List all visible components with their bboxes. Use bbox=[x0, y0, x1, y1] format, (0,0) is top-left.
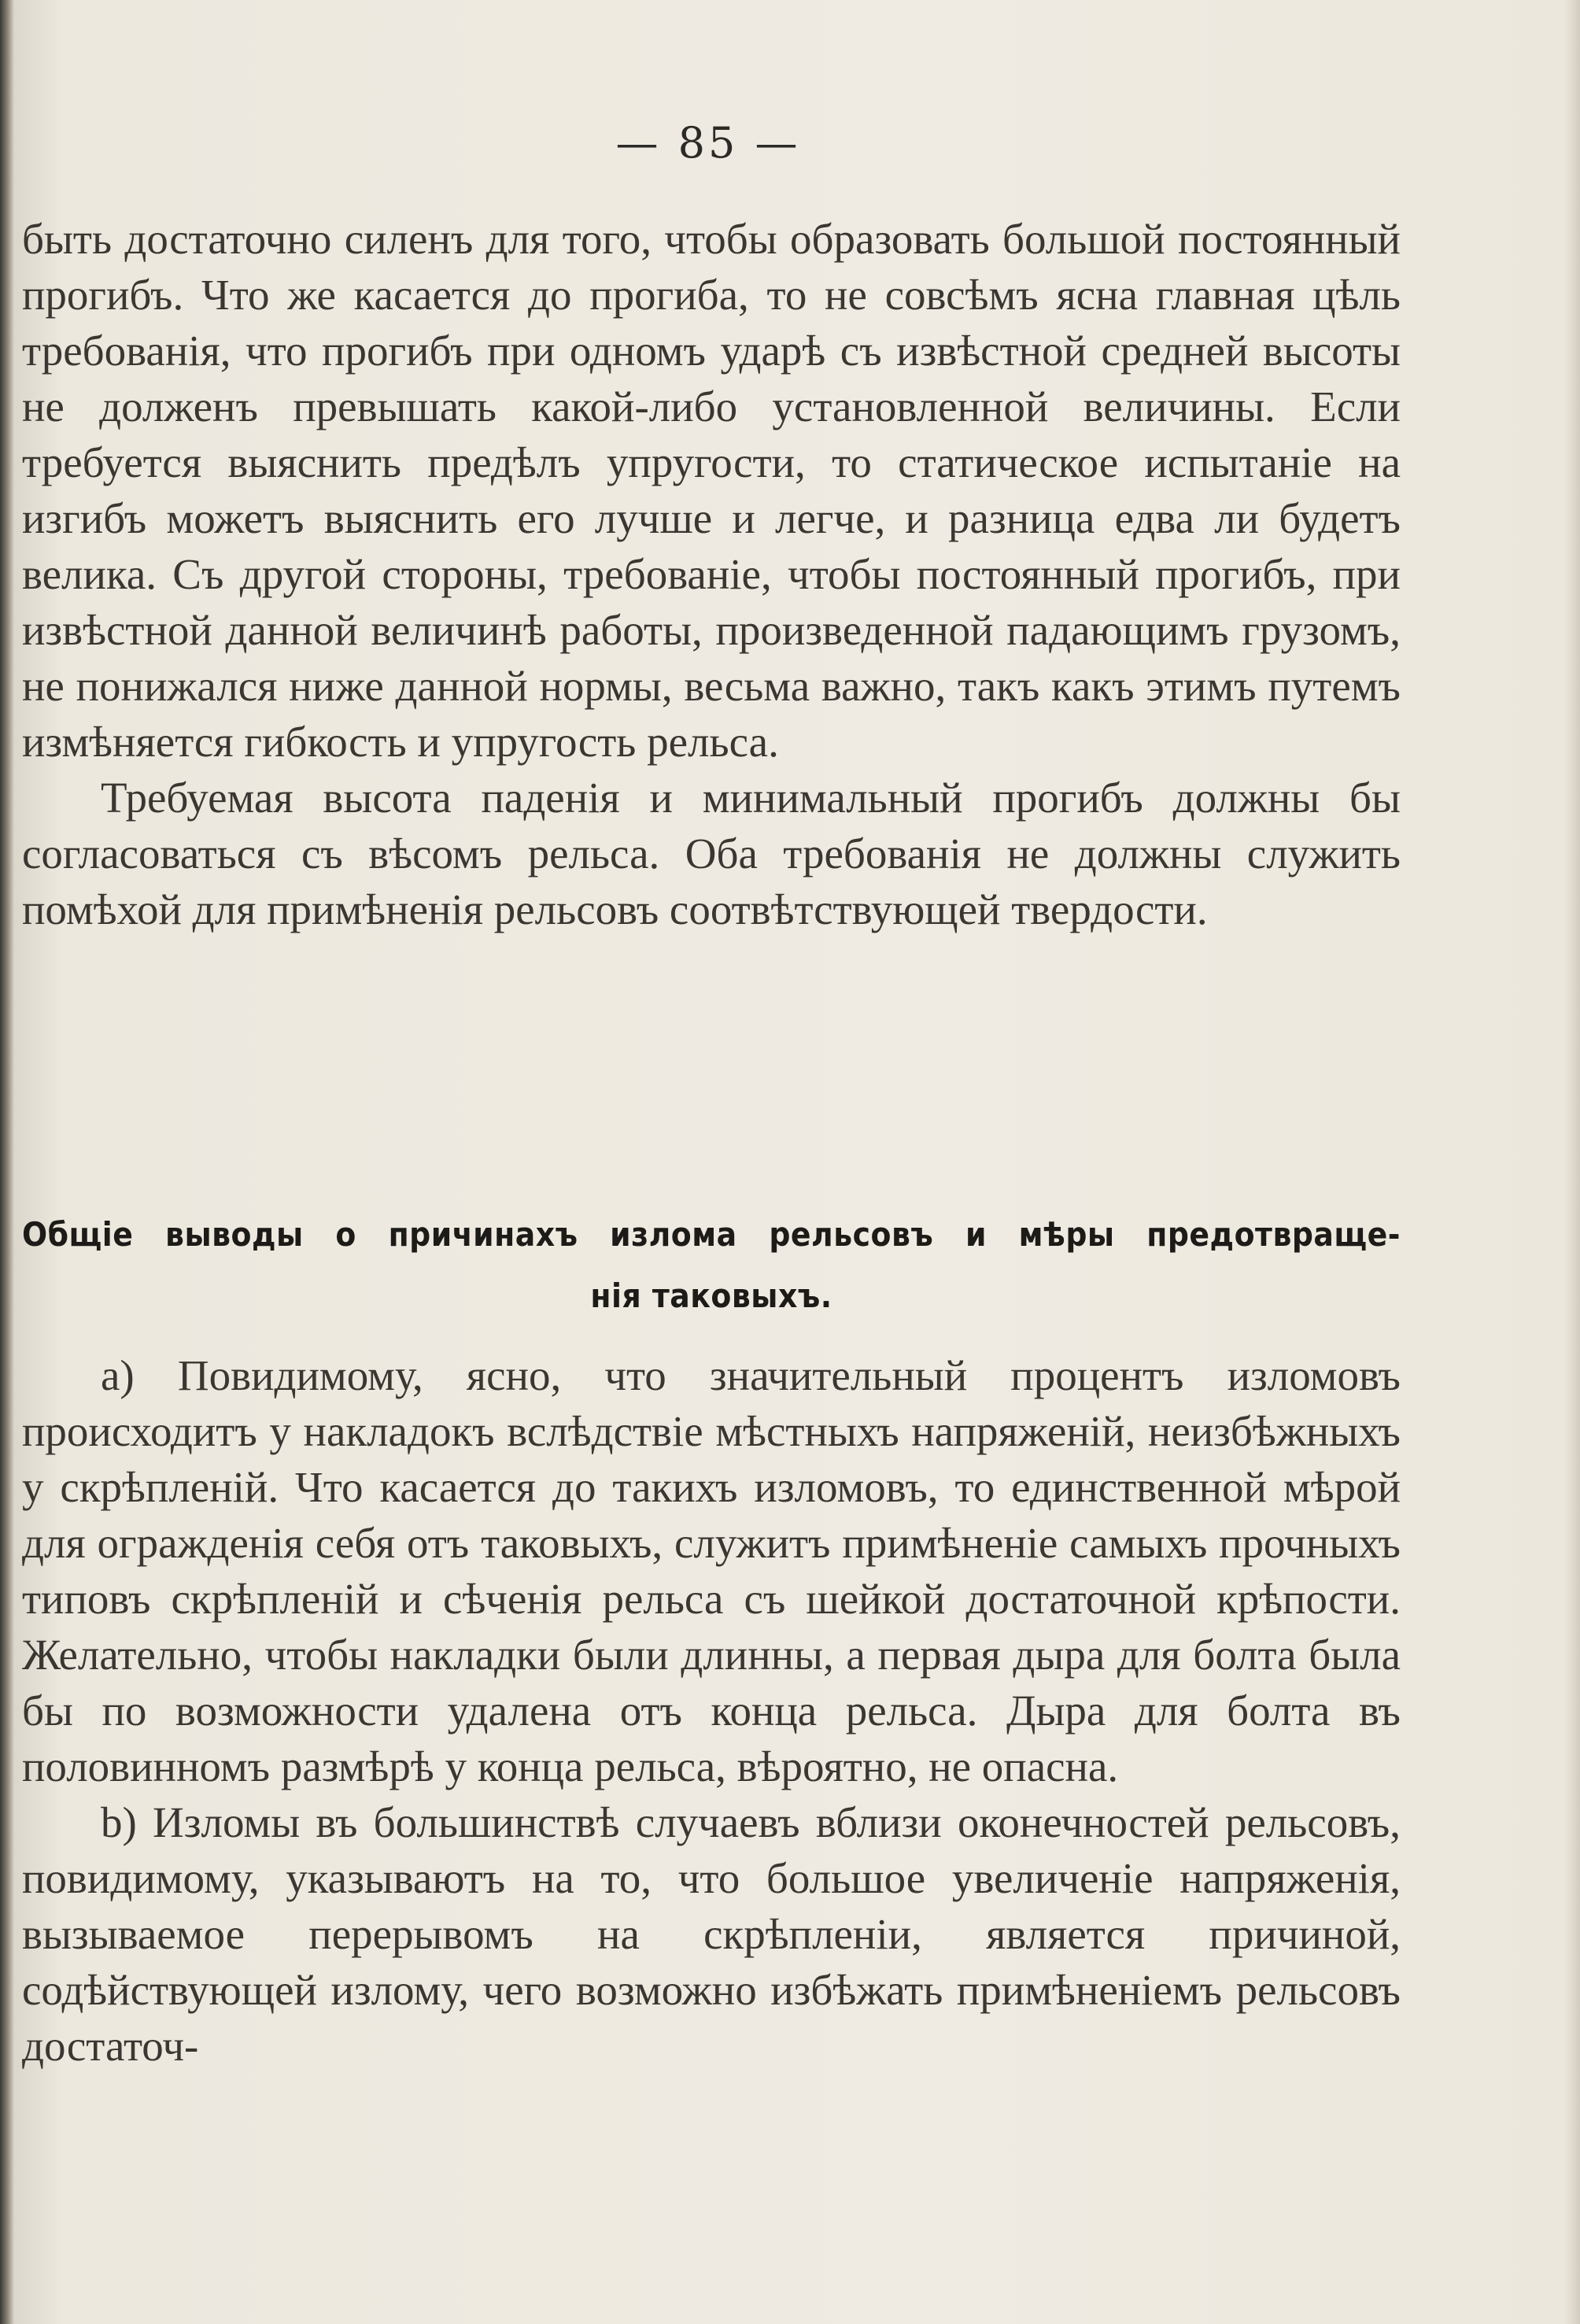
paragraph-item-b: b) Изломы въ большинствѣ случаевъ вблизи оконечностей рельсовъ, повидимому, указываютъ на то, что большое увеличеніе напряженія, вызываемое перерывомъ на скрѣпленіи, является причиной, содѣйствующей излому, чего возможно избѣжать примѣненіемъ рельсовъ достаточ- bbox=[22, 1798, 1401, 2070]
page-edge bbox=[1564, 0, 1580, 2324]
section-heading-line-2: нія таковыхъ. bbox=[590, 1277, 832, 1315]
body-text-upper bbox=[22, 211, 1401, 937]
paragraph-continuation: быть достаточно силенъ для того, чтобы образовать большой постоянный прогибъ. Что же касается до прогиба, то не совсѣмъ ясна главная цѣль требованія, что прогибъ при одномъ ударѣ съ извѣстной средней высоты не долженъ превышать какой-либо установленной величины. Если требуется выяснить предѣлъ упругости, то статическое испытаніе на изгибъ можетъ выяснить его лучше и легче, и разница едва ли будетъ велика. Съ другой стороны, требованіе, чтобы постоянный прогибъ, при извѣстной данной величинѣ работы, произведенной падающимъ грузомъ, не понижался ниже данной нормы, весьма важно, такъ какъ этимъ путемъ измѣняется гибкость и упругость рельса. bbox=[22, 215, 1401, 766]
page-number: — 85 — bbox=[615, 118, 801, 168]
body-text-lower bbox=[22, 1347, 1401, 2074]
section-heading bbox=[22, 1204, 1401, 1327]
binding-shadow bbox=[0, 0, 14, 2324]
paragraph: Требуемая высота паденія и минимальный прогибъ должны бы согласоваться съ вѣсомъ рельса. Оба требованія не должны служить помѣхой для примѣненія рельсовъ соотвѣтствующей твердости. bbox=[22, 774, 1401, 933]
paragraph-item-a: a) Повидимому, ясно, что значительный процентъ изломовъ происходитъ у накладокъ вслѣдствіе мѣстныхъ напряженій, неизбѣжныхъ у скрѣпленій. Что касается до такихъ изломовъ, то единственной мѣрой для огражденія себя отъ таковыхъ, служитъ примѣненіе самыхъ прочныхъ типовъ скрѣпленій и сѣченія рельса съ шейкой достаточной крѣпости. Желательно, чтобы накладки были длинны, а первая дыра для болта была бы по возможности удалена отъ конца рельса. Дыра для болта въ половинномъ размѣрѣ у конца рельса, вѣроятно, не опасна. bbox=[22, 1351, 1401, 1790]
section-heading-line-1: Общіе выводы о причинахъ излома рельсовъ и мѣры предотвраще- bbox=[22, 1215, 1401, 1254]
